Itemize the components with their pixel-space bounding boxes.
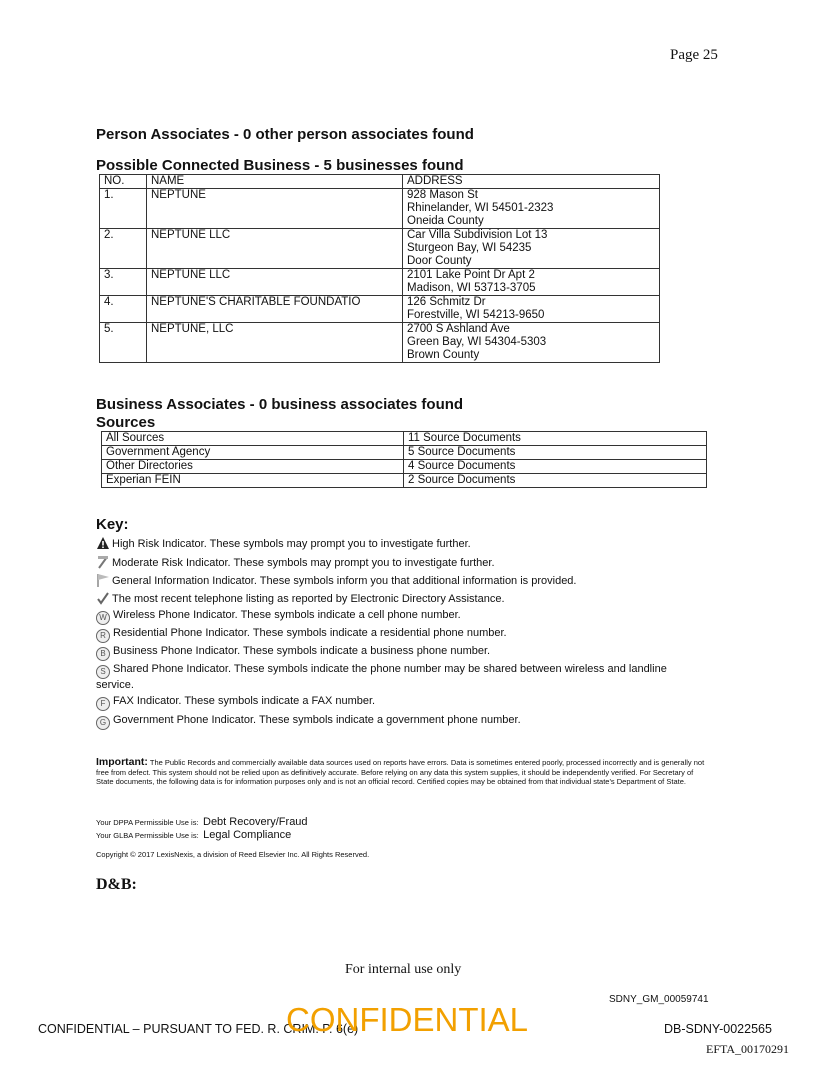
address-line: 126 Schmitz Dr <box>407 296 486 308</box>
table-row <box>102 460 707 474</box>
address-line: 928 Mason St <box>407 189 478 201</box>
glba-value: Legal Compliance <box>203 829 292 841</box>
business-name: NEPTUNE LLC <box>147 269 403 296</box>
confidential-footer: CONFIDENTIAL – PURSUANT TO FED. R. CRIM. P. 6(e) <box>38 1022 359 1036</box>
header-name: NAME <box>147 175 403 189</box>
page-number: Page 25 <box>670 47 718 63</box>
flag-icon <box>96 573 110 587</box>
key-item-text: Residential Phone Indicator. These symbols indicate a residential phone number. <box>113 627 507 639</box>
important-text: The Public Records and commercially available data sources used on reports have errors. Data is sometimes entered poorly, processed incorrectly and is generally not free from defect. This system should not be relied upon as definitively accurate. Before relying on any data this system supplies, it should be independently verified. For Secretary of State documents, the following data is for information purposes only and is not an official record. Certified copies may be obtained from that individual state's Department of State. <box>96 758 705 786</box>
connected-business-heading: Possible Connected Business - 5 businesses found <box>96 157 464 174</box>
business-no: 2. <box>100 229 147 269</box>
business-address <box>403 296 660 323</box>
key-item <box>96 609 706 625</box>
db-heading: D&B: <box>96 876 137 893</box>
business-no: 3. <box>100 269 147 296</box>
table-row <box>100 323 660 363</box>
business-name: NEPTUNE LLC <box>147 229 403 269</box>
key-item <box>96 555 706 570</box>
source-count: 4 Source Documents <box>404 460 707 474</box>
business-no: 4. <box>100 296 147 323</box>
address-line: Door County <box>407 255 472 267</box>
table-row <box>102 474 707 488</box>
dppa-value: Debt Recovery/Fraud <box>203 816 308 828</box>
key-item <box>96 591 706 606</box>
header-no: NO. <box>100 175 147 189</box>
source-name: Government Agency <box>102 446 404 460</box>
important-notice <box>96 758 708 787</box>
business-phone-icon: B <box>96 647 110 661</box>
business-no: 5. <box>100 323 147 363</box>
key-item <box>96 645 706 661</box>
key-item-text: Shared Phone Indicator. These symbols indicate the phone number may be shared between wireless and landline service. <box>96 663 667 691</box>
source-count: 11 Source Documents <box>404 432 707 446</box>
government-phone-icon: G <box>96 716 110 730</box>
source-name: All Sources <box>102 432 404 446</box>
header-address: ADDRESS <box>403 175 660 189</box>
source-name: Other Directories <box>102 460 404 474</box>
key-heading: Key: <box>96 516 129 533</box>
key-item-text: The most recent telephone listing as reported by Electronic Directory Assistance. <box>112 593 505 605</box>
fax-icon: F <box>96 697 110 711</box>
confidential-stamp: CONFIDENTIAL <box>286 1001 529 1038</box>
business-name: NEPTUNE <box>147 189 403 229</box>
copyright: Copyright © 2017 LexisNexis, a division of Reed Elsevier Inc. All Rights Reserved. <box>96 850 370 859</box>
address-line: Car Villa Subdivision Lot 13 <box>407 229 548 241</box>
source-count: 2 Source Documents <box>404 474 707 488</box>
dppa-label: Your DPPA Permissible Use is: <box>96 818 199 827</box>
address-line: Rhinelander, WI 54501-2323 <box>407 202 554 214</box>
address-line: 2101 Lake Point Dr Apt 2 <box>407 269 535 281</box>
address-line: Sturgeon Bay, WI 54235 <box>407 242 532 254</box>
address-line: Brown County <box>407 349 480 361</box>
address-line: Madison, WI 53713-3705 <box>407 282 536 294</box>
address-line: Oneida County <box>407 215 484 227</box>
glba-line <box>96 825 291 843</box>
table-row <box>102 432 707 446</box>
key-item-text: High Risk Indicator. These symbols may prompt you to investigate further. <box>112 538 471 550</box>
business-name: NEPTUNE, LLC <box>147 323 403 363</box>
business-address <box>403 189 660 229</box>
key-item <box>96 627 706 643</box>
checkmark-icon <box>96 591 110 605</box>
shared-phone-icon: S <box>96 665 110 679</box>
business-address <box>403 269 660 296</box>
table-row <box>100 229 660 269</box>
address-line: Green Bay, WI 54304-5303 <box>407 336 547 348</box>
connected-business-table <box>99 174 660 363</box>
table-row <box>100 269 660 296</box>
key-item-text: General Information Indicator. These symbols inform you that additional information is provided. <box>112 575 577 587</box>
key-item-text: FAX Indicator. These symbols indicate a FAX number. <box>113 695 376 707</box>
internal-use-note: For internal use only <box>345 962 462 977</box>
key-item-text: Wireless Phone Indicator. These symbols indicate a cell phone number. <box>113 609 461 621</box>
source-name: Experian FEIN <box>102 474 404 488</box>
table-header-row <box>100 175 660 189</box>
table-row <box>100 189 660 229</box>
efta-number: EFTA_00170291 <box>706 1042 790 1056</box>
business-name: NEPTUNE'S CHARITABLE FOUNDATIO <box>147 296 403 323</box>
key-item-text: Moderate Risk Indicator. These symbols may prompt you to investigate further. <box>112 557 495 569</box>
business-no: 1. <box>100 189 147 229</box>
wireless-phone-icon: W <box>96 611 110 625</box>
important-label: Important: <box>96 756 148 768</box>
glba-label: Your GLBA Permissible Use is: <box>96 831 199 840</box>
sdny-bates-number: SDNY_GM_00059741 <box>609 994 709 1005</box>
key-item <box>96 695 706 711</box>
key-item <box>96 536 706 551</box>
business-address <box>403 323 660 363</box>
business-associates-heading: Business Associates - 0 business associates found <box>96 396 464 413</box>
db-bates-number: DB-SDNY-0022565 <box>664 1022 772 1036</box>
key-item-text: Business Phone Indicator. These symbols indicate a business phone number. <box>113 645 491 657</box>
high-risk-icon <box>96 536 110 550</box>
source-count: 5 Source Documents <box>404 446 707 460</box>
sources-table <box>101 431 707 488</box>
sources-heading: Sources <box>96 414 156 431</box>
address-line: 2700 S Ashland Ave <box>407 323 510 335</box>
table-row <box>102 446 707 460</box>
key-item <box>96 663 706 692</box>
key-item-text: Government Phone Indicator. These symbols indicate a government phone number. <box>113 714 521 726</box>
business-address <box>403 229 660 269</box>
key-item <box>96 573 706 588</box>
person-associates-heading: Person Associates - 0 other person associates found <box>96 126 474 143</box>
address-line: Forestville, WI 54213-9650 <box>407 309 545 321</box>
key-item <box>96 714 706 730</box>
table-row <box>100 296 660 323</box>
residential-phone-icon: R <box>96 629 110 643</box>
moderate-risk-icon <box>96 555 110 569</box>
